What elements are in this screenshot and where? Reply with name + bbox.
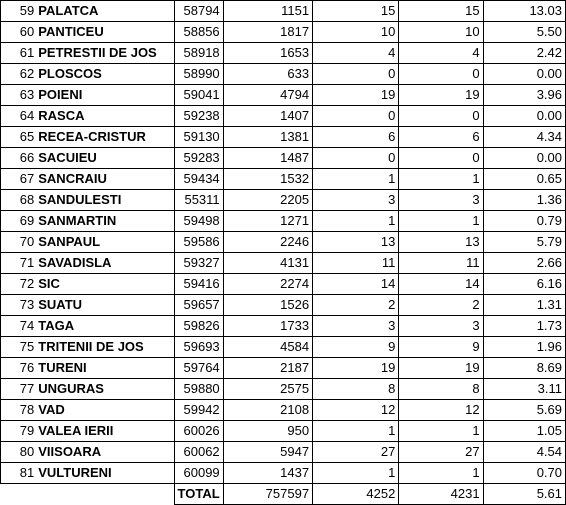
- cell-col2: 19: [313, 358, 399, 379]
- locality-code: 59041: [174, 85, 223, 106]
- locality-code: 58856: [174, 22, 223, 43]
- locality-name: PANTICEU: [36, 22, 174, 43]
- table-row: [1, 127, 566, 148]
- locality-name: SANPAUL: [36, 232, 174, 253]
- cell-col4: 4.54: [483, 442, 565, 463]
- cell-col1: 4131: [223, 253, 312, 274]
- locality-name: SACUIEU: [36, 148, 174, 169]
- locality-code: 59498: [174, 211, 223, 232]
- row-number: 62: [1, 64, 37, 85]
- locality-name: VULTURENI: [36, 463, 174, 484]
- row-number: 76: [1, 358, 37, 379]
- cell-col3: 1: [399, 421, 483, 442]
- locality-name: PLOSCOS: [36, 64, 174, 85]
- cell-col1: 1653: [223, 43, 312, 64]
- row-number: 63: [1, 85, 37, 106]
- cell-col1: 2205: [223, 190, 312, 211]
- cell-col3: 19: [399, 85, 483, 106]
- cell-col3: 1: [399, 463, 483, 484]
- locality-name: SAVADISLA: [36, 253, 174, 274]
- row-number: 81: [1, 463, 37, 484]
- table-row: [1, 211, 566, 232]
- row-number: 67: [1, 169, 37, 190]
- cell-col2: 0: [313, 106, 399, 127]
- cell-col3: 19: [399, 358, 483, 379]
- cell-col2: 19: [313, 85, 399, 106]
- locality-name: RECEA-CRISTUR: [36, 127, 174, 148]
- cell-col4: 4.34: [483, 127, 565, 148]
- locality-code: 59327: [174, 253, 223, 274]
- cell-col1: 1407: [223, 106, 312, 127]
- cell-col1: 4584: [223, 337, 312, 358]
- table-row: [1, 190, 566, 211]
- cell-col2: 1: [313, 463, 399, 484]
- cell-col3: 9: [399, 337, 483, 358]
- cell-col4: 8.69: [483, 358, 565, 379]
- cell-col4: 0.00: [483, 106, 565, 127]
- locality-code: 58794: [174, 1, 223, 22]
- cell-col2: 2: [313, 295, 399, 316]
- row-number: 71: [1, 253, 37, 274]
- locality-code: 59826: [174, 316, 223, 337]
- row-number: 64: [1, 106, 37, 127]
- table-row: [1, 22, 566, 43]
- cell-col4: 1.05: [483, 421, 565, 442]
- locality-code: 58918: [174, 43, 223, 64]
- table-row: [1, 64, 566, 85]
- cell-col2: 14: [313, 274, 399, 295]
- cell-col4: 0.79: [483, 211, 565, 232]
- locality-code: 59434: [174, 169, 223, 190]
- cell-col1: 2246: [223, 232, 312, 253]
- row-number: 72: [1, 274, 37, 295]
- cell-col3: 0: [399, 64, 483, 85]
- table-row: [1, 379, 566, 400]
- cell-col2: 9: [313, 337, 399, 358]
- locality-code: 59283: [174, 148, 223, 169]
- cell-col4: 0.00: [483, 148, 565, 169]
- cell-col3: 13: [399, 232, 483, 253]
- cell-col2: 27: [313, 442, 399, 463]
- locality-name: TURENI: [36, 358, 174, 379]
- row-number: 78: [1, 400, 37, 421]
- cell-col1: 1437: [223, 463, 312, 484]
- cell-col4: 3.96: [483, 85, 565, 106]
- locality-name: UNGURAS: [36, 379, 174, 400]
- table-row: [1, 337, 566, 358]
- cell-col1: 1532: [223, 169, 312, 190]
- cell-col2: 4: [313, 43, 399, 64]
- locality-name: VALEA IERII: [36, 421, 174, 442]
- row-number: 65: [1, 127, 37, 148]
- cell-col1: 5947: [223, 442, 312, 463]
- cell-col2: 12: [313, 400, 399, 421]
- row-number: 79: [1, 421, 37, 442]
- cell-col4: 5.79: [483, 232, 565, 253]
- cell-col1: 633: [223, 64, 312, 85]
- cell-col3: 11: [399, 253, 483, 274]
- row-number: 70: [1, 232, 37, 253]
- locality-name: TAGA: [36, 316, 174, 337]
- locality-code: 55311: [174, 190, 223, 211]
- locality-code: 60062: [174, 442, 223, 463]
- locality-name: SANMARTIN: [36, 211, 174, 232]
- cell-col4: 2.66: [483, 253, 565, 274]
- locality-code: 59130: [174, 127, 223, 148]
- cell-col2: 1: [313, 169, 399, 190]
- cell-col1: 1271: [223, 211, 312, 232]
- cell-col2: 15: [313, 1, 399, 22]
- cell-col4: 1.96: [483, 337, 565, 358]
- row-number: 61: [1, 43, 37, 64]
- cell-col1: 1526: [223, 295, 312, 316]
- cell-col3: 3: [399, 316, 483, 337]
- cell-col3: 6: [399, 127, 483, 148]
- cell-col2: 1: [313, 421, 399, 442]
- cell-col2: 13: [313, 232, 399, 253]
- cell-col2: 1: [313, 211, 399, 232]
- cell-col3: 0: [399, 148, 483, 169]
- cell-col3: 10: [399, 22, 483, 43]
- cell-col3: 2: [399, 295, 483, 316]
- cell-col2: 0: [313, 148, 399, 169]
- cell-col4: 1.31: [483, 295, 565, 316]
- total-col3: 4231: [399, 484, 483, 505]
- total-col4: 5.61: [483, 484, 565, 505]
- locality-code: 59693: [174, 337, 223, 358]
- table-row: [1, 358, 566, 379]
- cell-col3: 12: [399, 400, 483, 421]
- total-label: TOTAL: [174, 484, 223, 505]
- locality-name: RASCA: [36, 106, 174, 127]
- row-number: 77: [1, 379, 37, 400]
- cell-col4: 6.16: [483, 274, 565, 295]
- locality-code: 59880: [174, 379, 223, 400]
- table-body: [1, 1, 566, 484]
- table-row: [1, 253, 566, 274]
- locality-code: 59764: [174, 358, 223, 379]
- row-number: 74: [1, 316, 37, 337]
- cell-col3: 4: [399, 43, 483, 64]
- table-row: [1, 421, 566, 442]
- table-row: [1, 400, 566, 421]
- total-row: [1, 484, 566, 505]
- cell-col4: 2.42: [483, 43, 565, 64]
- table-row: [1, 169, 566, 190]
- cell-col3: 1: [399, 211, 483, 232]
- table-row: [1, 463, 566, 484]
- row-number: 75: [1, 337, 37, 358]
- cell-col4: 1.36: [483, 190, 565, 211]
- cell-col2: 0: [313, 64, 399, 85]
- row-number: 69: [1, 211, 37, 232]
- cell-col1: 1381: [223, 127, 312, 148]
- table-row: [1, 43, 566, 64]
- locality-code: 59416: [174, 274, 223, 295]
- row-number: 60: [1, 22, 37, 43]
- cell-col3: 8: [399, 379, 483, 400]
- table-row: [1, 148, 566, 169]
- row-number: 80: [1, 442, 37, 463]
- locality-name: TRITENII DE JOS: [36, 337, 174, 358]
- total-col2: 4252: [313, 484, 399, 505]
- cell-col3: 15: [399, 1, 483, 22]
- table-row: [1, 1, 566, 22]
- cell-col4: 5.50: [483, 22, 565, 43]
- cell-col4: 0.65: [483, 169, 565, 190]
- locality-name: VIISOARA: [36, 442, 174, 463]
- total-col1: 757597: [223, 484, 312, 505]
- cell-col3: 0: [399, 106, 483, 127]
- table-row: [1, 232, 566, 253]
- row-number: 68: [1, 190, 37, 211]
- locality-name: SUATU: [36, 295, 174, 316]
- cell-col1: 1487: [223, 148, 312, 169]
- locality-code: 59942: [174, 400, 223, 421]
- cell-col1: 2575: [223, 379, 312, 400]
- locality-name: SANCRAIU: [36, 169, 174, 190]
- cell-col2: 3: [313, 190, 399, 211]
- cell-col4: 5.69: [483, 400, 565, 421]
- locality-name: PALATCA: [36, 1, 174, 22]
- locality-code: 60099: [174, 463, 223, 484]
- table-row: [1, 442, 566, 463]
- table-row: [1, 85, 566, 106]
- cell-col1: 2187: [223, 358, 312, 379]
- locality-code: 58990: [174, 64, 223, 85]
- cell-col2: 11: [313, 253, 399, 274]
- row-number: 59: [1, 1, 37, 22]
- cell-col1: 2108: [223, 400, 312, 421]
- row-number: 66: [1, 148, 37, 169]
- cell-col4: 0.00: [483, 64, 565, 85]
- cell-col1: 1817: [223, 22, 312, 43]
- cell-col1: 950: [223, 421, 312, 442]
- locality-code: 60026: [174, 421, 223, 442]
- locality-code: 59657: [174, 295, 223, 316]
- cell-col1: 1733: [223, 316, 312, 337]
- cell-col4: 13.03: [483, 1, 565, 22]
- cell-col3: 27: [399, 442, 483, 463]
- cell-col2: 6: [313, 127, 399, 148]
- table-row: [1, 316, 566, 337]
- locality-code: 59238: [174, 106, 223, 127]
- locality-name: SANDULESTI: [36, 190, 174, 211]
- cell-col3: 14: [399, 274, 483, 295]
- cell-col2: 8: [313, 379, 399, 400]
- table-row: [1, 274, 566, 295]
- cell-col2: 3: [313, 316, 399, 337]
- row-number: 73: [1, 295, 37, 316]
- cell-col4: 0.70: [483, 463, 565, 484]
- total-blank-cell: [1, 484, 175, 505]
- cell-col2: 10: [313, 22, 399, 43]
- locality-name: POIENI: [36, 85, 174, 106]
- cell-col1: 1151: [223, 1, 312, 22]
- cell-col3: 3: [399, 190, 483, 211]
- cell-col1: 4794: [223, 85, 312, 106]
- locality-name: PETRESTII DE JOS: [36, 43, 174, 64]
- table-row: [1, 106, 566, 127]
- locality-name: SIC: [36, 274, 174, 295]
- locality-code: 59586: [174, 232, 223, 253]
- cell-col4: 1.73: [483, 316, 565, 337]
- locality-name: VAD: [36, 400, 174, 421]
- table-row: [1, 295, 566, 316]
- cell-col4: 3.11: [483, 379, 565, 400]
- cell-col1: 2274: [223, 274, 312, 295]
- cell-col3: 1: [399, 169, 483, 190]
